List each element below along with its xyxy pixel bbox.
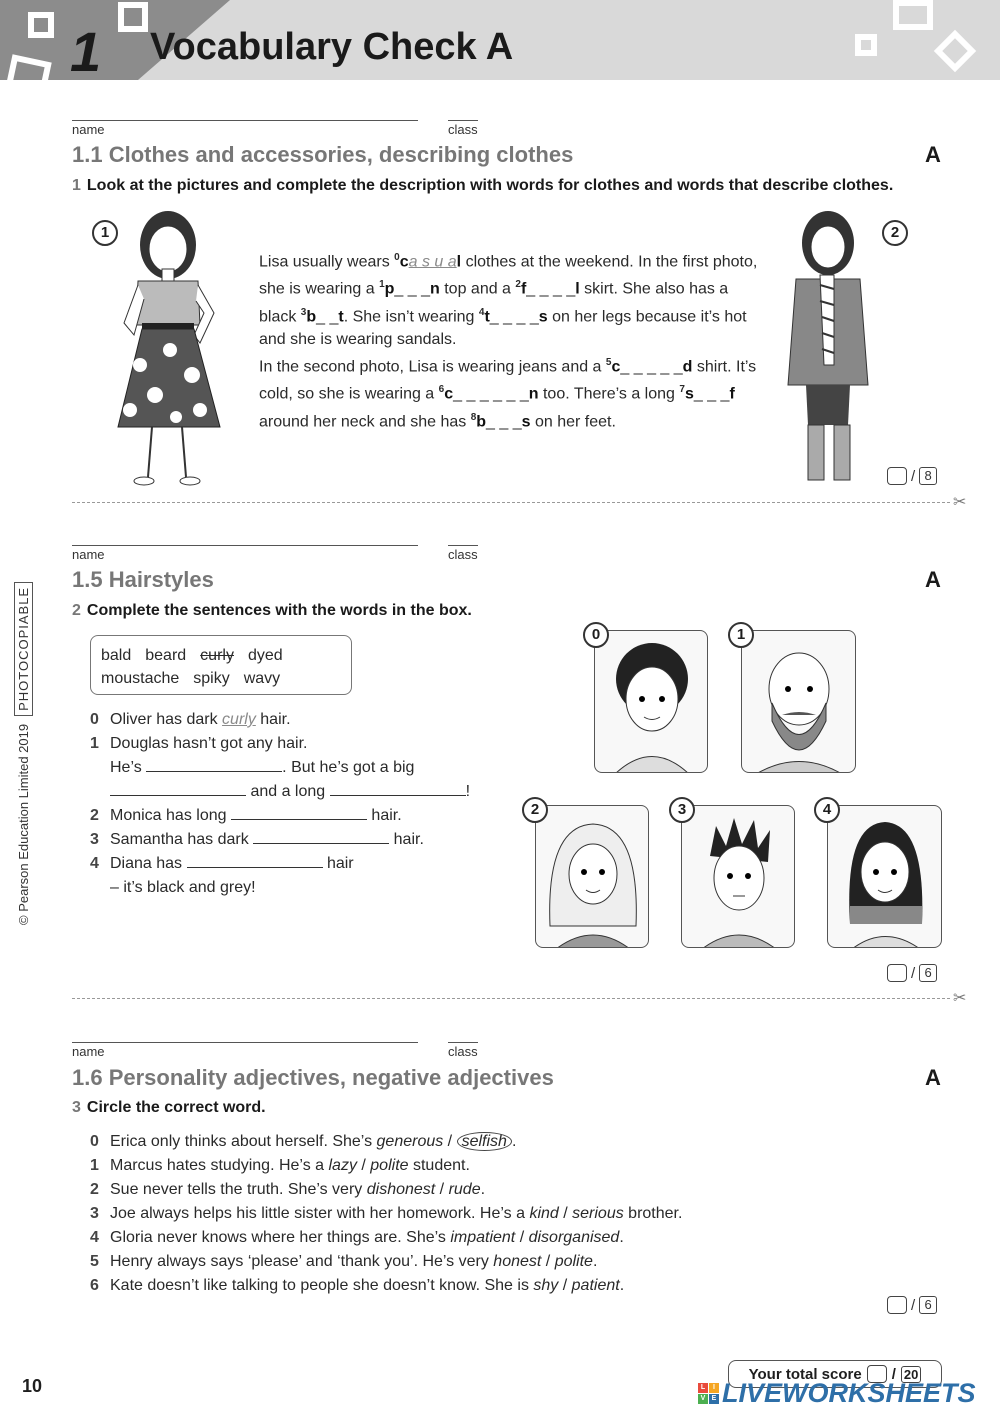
version-letter: A (925, 567, 941, 592)
portrait-3 (681, 805, 795, 948)
word-box-item: bald (101, 647, 132, 664)
class-label: class (448, 122, 478, 137)
list-item: 4 Gloria never knows where her things are. She’s impatient / disorganised. (90, 1229, 624, 1246)
score-box: / 8 (887, 467, 937, 485)
answer-blank[interactable] (231, 804, 367, 820)
option[interactable]: kind (529, 1205, 559, 1222)
option[interactable]: polite (370, 1157, 409, 1174)
option[interactable]: shy (533, 1277, 559, 1294)
option-circled[interactable]: selfish (457, 1132, 512, 1151)
answer-blank[interactable] (187, 852, 323, 868)
class-line (448, 545, 478, 546)
option[interactable]: impatient (450, 1229, 516, 1246)
instruction-text: Look at the pictures and complete the description with words for clothes and words that describe clothes. (86, 177, 894, 194)
decor-square (118, 2, 148, 32)
section-title: 1.5 Hairstyles (72, 567, 214, 592)
version-letter: A (925, 1065, 941, 1090)
instruction-text: Circle the correct word. (86, 1099, 266, 1116)
option[interactable]: serious (572, 1205, 624, 1222)
example-answer: a s u a (408, 253, 457, 271)
list-item: 4 Diana has hair – it’s black and grey! (90, 852, 490, 900)
section-title: 1.6 Personality adjectives, negative adjectives (72, 1065, 554, 1090)
answer-blank[interactable] (253, 828, 389, 844)
instruction-number: 2 (72, 602, 81, 619)
score-input[interactable] (887, 964, 907, 982)
list-item: 5 Henry always says ‘please’ and ‘thank you’. He’s very honest / polite. (90, 1253, 598, 1270)
option[interactable]: patient (571, 1277, 620, 1294)
name-label: name (72, 1044, 105, 1059)
portrait-1 (741, 630, 856, 773)
word-box-item: spiky (193, 670, 230, 687)
example-answer: curly (222, 711, 256, 728)
copyright-side-text (14, 582, 33, 925)
answer-blank[interactable] (146, 756, 282, 772)
scissors-icon: ✂ (953, 990, 967, 1007)
option[interactable]: dishonest (366, 1181, 436, 1198)
option[interactable]: lazy (328, 1157, 357, 1174)
class-label: class (448, 1044, 478, 1059)
page-number: 10 (22, 1376, 43, 1396)
class-line (448, 1042, 478, 1043)
circle-word-list (90, 1130, 890, 1298)
option[interactable]: generous (376, 1133, 444, 1150)
option[interactable]: polite (554, 1253, 593, 1270)
picture-label: 4 (814, 797, 840, 823)
total-score-label: Your total score (748, 1365, 862, 1383)
score-box: / 6 (887, 1296, 937, 1314)
answer-blank[interactable] (110, 780, 246, 796)
list-item: 0 Erica only thinks about herself. She’s generous / selfish . (90, 1133, 517, 1150)
list-item: 1 Douglas hasn’t got any hair. He’s . But he’s got a big and a long ! (90, 735, 471, 800)
word-box-item: wavy (243, 670, 281, 687)
cut-line (72, 502, 950, 503)
word-box-item: dyed (247, 647, 283, 664)
picture-label: 2 (882, 220, 908, 246)
score-total: 8 (919, 467, 937, 485)
total-score-box: Your total score / 20 (728, 1360, 942, 1388)
liveworksheets-icon: L I V E (698, 1383, 719, 1404)
picture-label: 1 (728, 622, 754, 648)
section-title: 1.1 Clothes and accessories, describing clothes (72, 142, 574, 167)
portrait-2 (535, 805, 649, 948)
picture-label: 0 (583, 622, 609, 648)
total-score-max: 20 (901, 1366, 921, 1383)
class-line (448, 120, 478, 121)
instruction (72, 1099, 266, 1117)
word-box-item: moustache (101, 670, 180, 687)
list-item: 3 Samantha has dark hair. (90, 828, 490, 852)
portrait-4 (827, 805, 942, 948)
name-line (72, 1042, 418, 1043)
score-total: 6 (919, 964, 937, 982)
decor-square (855, 34, 877, 56)
name-label: name (72, 122, 105, 137)
score-input[interactable] (887, 1296, 907, 1314)
decor-square (4, 54, 51, 101)
decor-square (28, 12, 54, 38)
picture-label: 3 (669, 797, 695, 823)
version-letter: A (925, 142, 941, 167)
option[interactable]: honest (493, 1253, 542, 1270)
sentence-list (90, 708, 490, 900)
answer-blank[interactable] (330, 780, 466, 796)
name-line (72, 545, 418, 546)
instruction (72, 602, 472, 620)
score-input[interactable] (887, 467, 907, 485)
score-box: / 6 (887, 964, 937, 982)
list-item: 2 Sue never tells the truth. She’s very dishonest / rude. (90, 1181, 486, 1198)
list-item: 3 Joe always helps his little sister with her homework. He’s a kind / serious brother. (90, 1205, 683, 1222)
portrait-0 (594, 630, 708, 773)
page-title: Vocabulary Check A (150, 26, 514, 68)
instruction-number: 1 (72, 177, 81, 194)
word-box-item: beard (145, 647, 187, 664)
brand-text: LIVEWORKSHEETS (722, 1378, 976, 1408)
list-item: 6 Kate doesn’t like talking to people she doesn’t know. She is shy / patient. (90, 1277, 625, 1294)
name-label: name (72, 547, 105, 562)
girl-summer-illustration (100, 205, 240, 490)
unit-number: 1 (70, 20, 102, 83)
list-item: 0 Oliver has dark curly hair. (90, 711, 291, 728)
girl-winter-illustration (776, 205, 886, 490)
option[interactable]: rude (448, 1181, 481, 1198)
list-item: 1 Marcus hates studying. He’s a lazy / polite student. (90, 1157, 470, 1174)
word-box-item: curly (200, 647, 234, 664)
score-total: 6 (919, 1296, 937, 1314)
description-paragraph: Lisa usually wears $^0$ca s u al clothes at the weekend. In the first photo, she is wearing a $^1$p_ _ _n top and a $^2$f_ _ _ _l skirt. She also has a black $^3$b_ _t. She isn’t wearing $^4$t_ _ _ _s on her legs because it’s hot and she is wearing sandals. In the second photo, Lisa is wearing jeans and a $^5$c_ _ _ _ _d shirt. It’s cold, so she is wearing a $^6$c_ _ _ _ _ _n too. There’s a long $^7$s_ _ _f around her neck and she has $^8$b_ _ _s on her feet. (259, 252, 758, 430)
decor-square (893, 0, 933, 30)
liveworksheets-logo (698, 1378, 976, 1409)
scissors-icon: ✂ (953, 494, 967, 511)
name-line (72, 120, 418, 121)
word-box (90, 635, 352, 695)
cut-line (72, 998, 950, 999)
picture-label: 2 (522, 797, 548, 823)
copyright: © Pearson Education Limited 2019 (16, 723, 31, 925)
photocopiable-label: PHOTOCOPIABLE (14, 582, 33, 716)
option[interactable]: disorganised (528, 1229, 620, 1246)
list-item: 2 Monica has long hair. (90, 804, 490, 828)
picture-label: 1 (92, 220, 118, 246)
instruction (72, 177, 893, 195)
instruction-number: 3 (72, 1099, 81, 1116)
instruction-text: Complete the sentences with the words in the box. (86, 602, 472, 619)
class-label: class (448, 547, 478, 562)
